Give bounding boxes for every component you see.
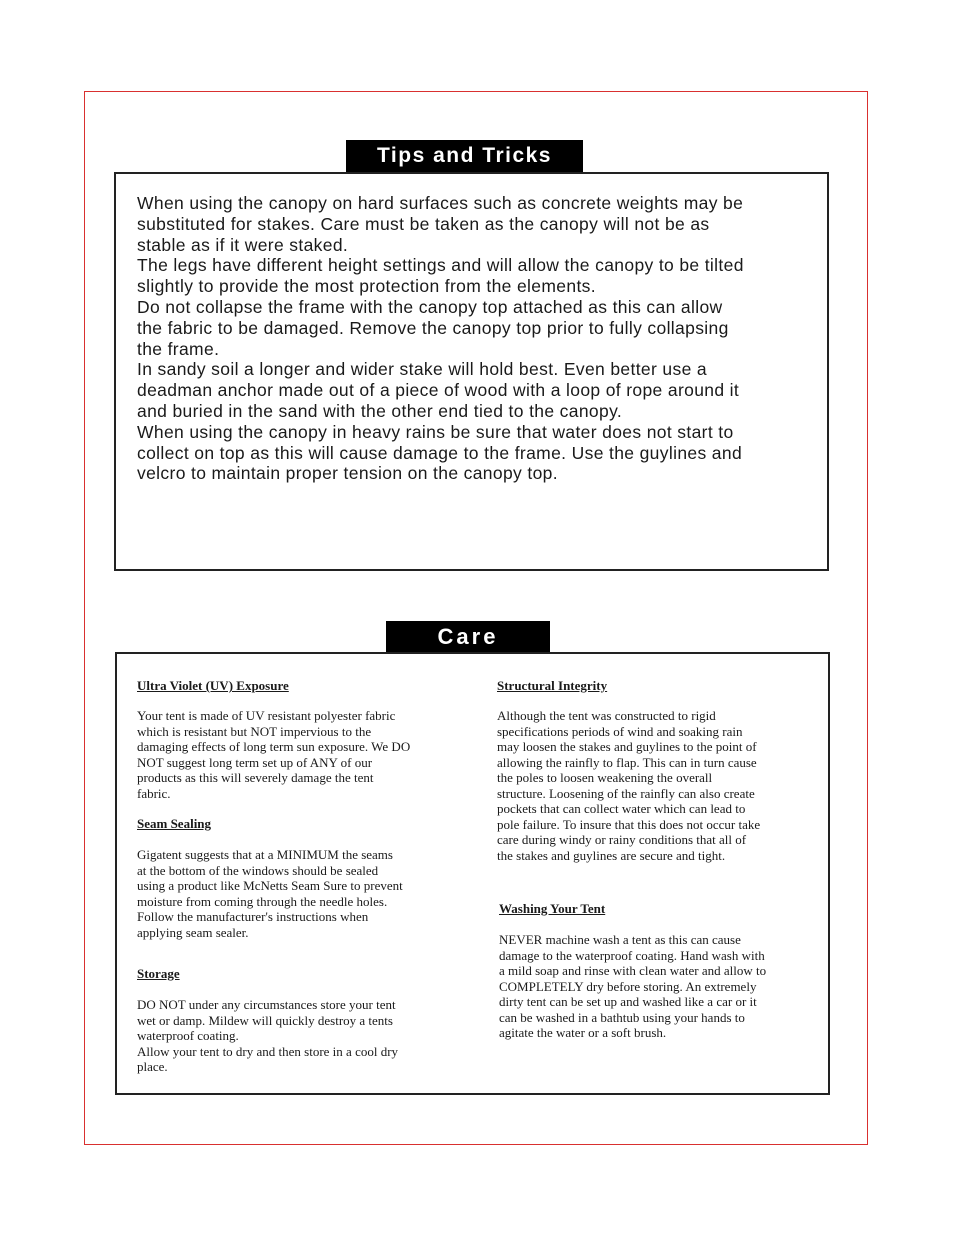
seam-sealing-heading: Seam Sealing [137, 816, 212, 831]
tips-and-tricks-title: Tips and Tricks [346, 140, 583, 172]
storage-text: DO NOT under any circumstances store your tent wet or damp. Mildew will quickly destroy a tents waterproof coating. Allow your tent to dry and then store in a cool dry place. [137, 997, 399, 1074]
structural-integrity-heading: Structural Integrity [497, 678, 608, 693]
uv-exposure-heading: Ultra Violet (UV) Exposure [137, 678, 289, 693]
tips-and-tricks-text: When using the canopy on hard surfaces such as concrete weights may be substituted for stakes. Care must be taken as the canopy will not be as stable as if it were staked. The legs have different height settings and will allow the canopy to be tilted slightly to provide the most protection from the elements. Do not collapse the frame with the canopy top attached as this can allow the fabric to be damaged. Remove the canopy top prior to fully collapsing the frame. In sandy soil a longer and wider stake will hold best. Even better use a deadman anchor made out of a piece of wood with a loop of rope around it and buried in the sand with the other end tied to the canopy. When using the canopy in heavy rains be sure that water does not start to collect on top as this will cause damage to the frame. Use the guylines and velcro to maintain proper tension on the canopy top. [137, 193, 744, 484]
structural-integrity-text: Although the tent was constructed to rigid specifications periods of wind and soaking rain may loosen the stakes and guylines to the point of allowing the rainfly to flap. This can in turn cause the poles to loosen weakening the overall structure. Loosening of the rainfly can also create pockets that can collect water which can lead to pole failure. To insure that this does not occur take care during windy or rainy conditions that all of the stakes and guylines are secure and tight. [497, 708, 761, 863]
seam-sealing-text: Gigatent suggests that at a MINIMUM the seams at the bottom of the windows should be sealed using a product like McNetts Seam Sure to prevent moisture from coming through the needle holes. Follow the manufacturer's instructions when applying seam sealer. [137, 847, 403, 940]
uv-exposure-text: Your tent is made of UV resistant polyester fabric which is resistant but NOT impervious to the damaging effects of long term sun exposure. We DO NOT suggest long term set up of ANY of our products as this will severely damage the tent fabric. [137, 708, 411, 801]
washing-text: NEVER machine wash a tent as this can cause damage to the waterproof coating. Hand wash with a mild soap and rinse with clean water and allow to COMPLETELY dry before storing. An extremely dirty tent can be set up and washed like a car or it can be washed in a bathtub using your hands to agitate the water or a soft brush. [499, 932, 767, 1040]
washing-heading: Washing Your Tent [499, 901, 606, 916]
tips-and-tricks-box [114, 172, 829, 571]
care-title: Care [386, 621, 550, 652]
storage-heading: Storage [137, 966, 180, 981]
care-box [115, 652, 830, 1095]
